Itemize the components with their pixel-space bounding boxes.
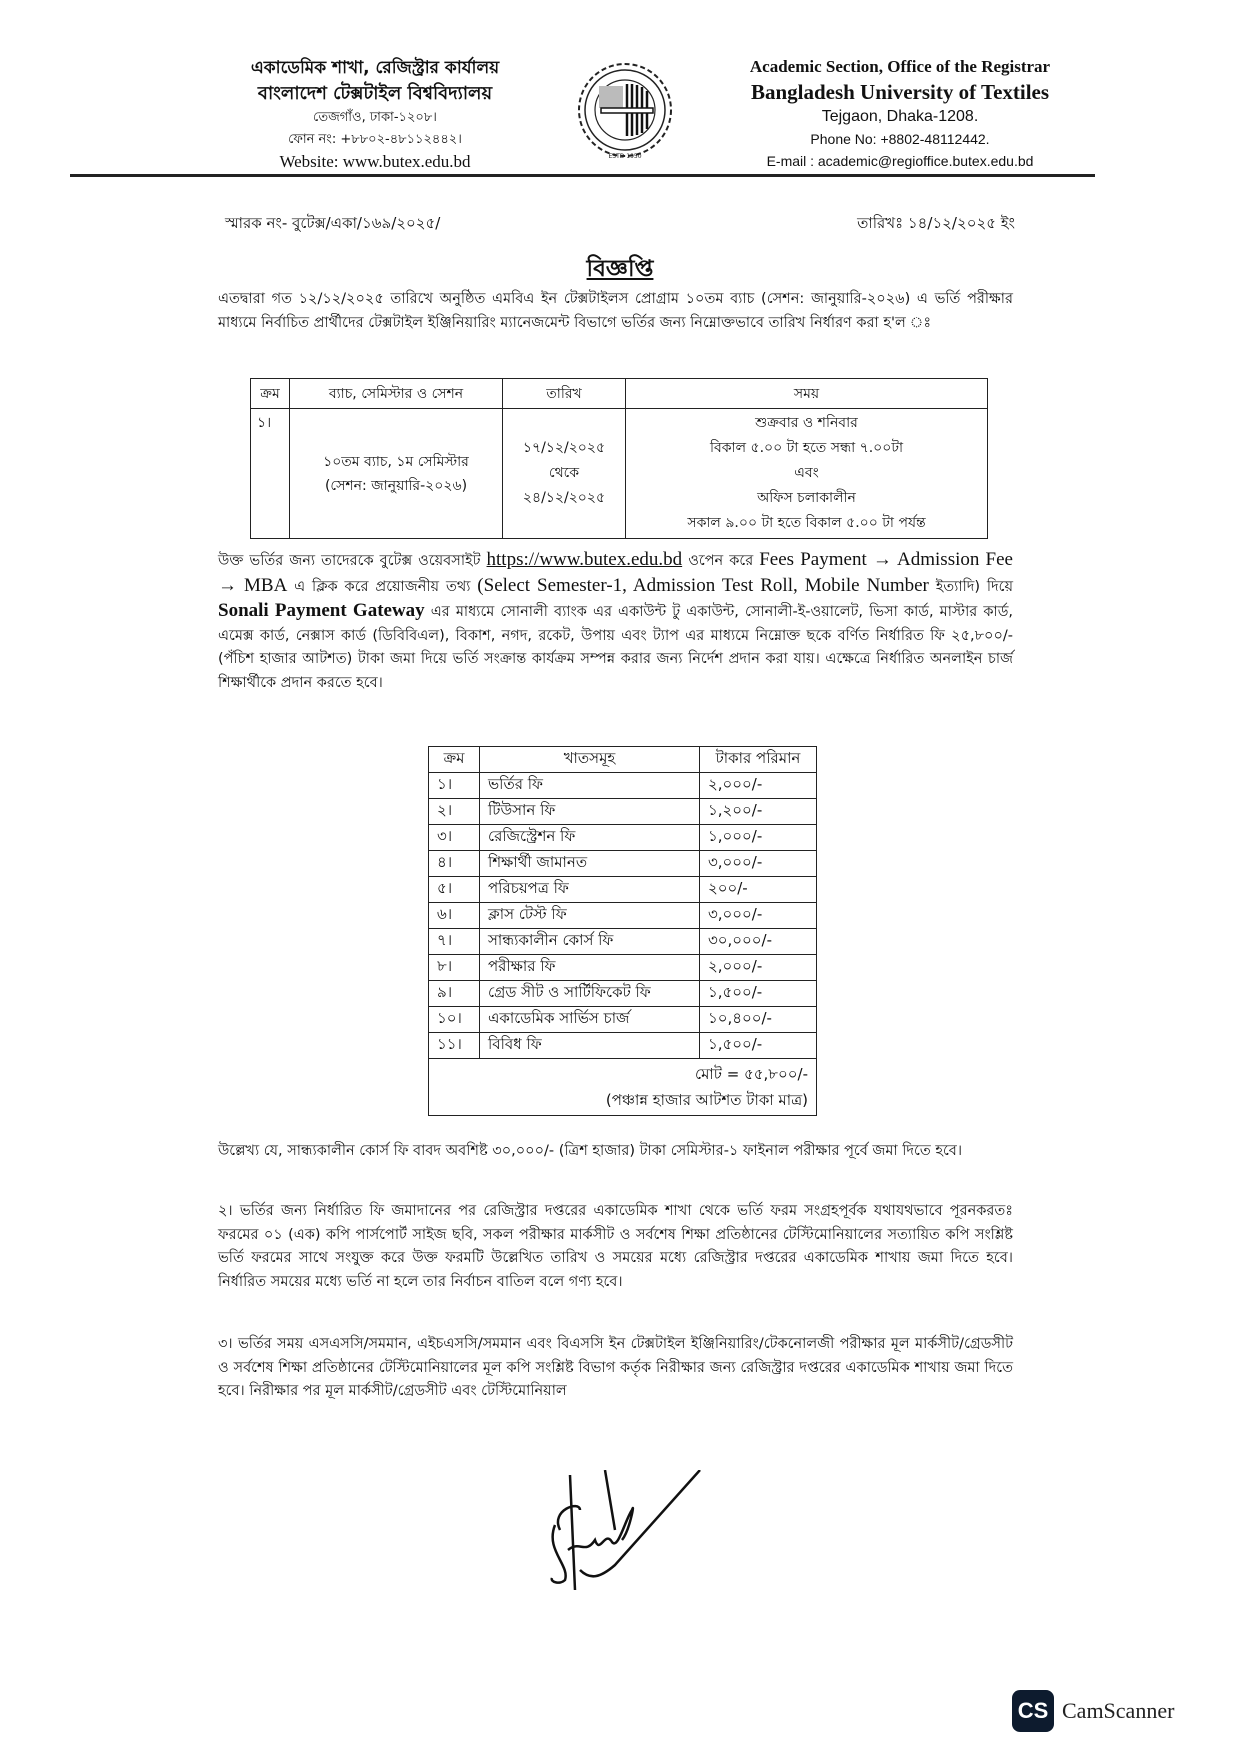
table-row [429, 825, 817, 851]
fee-item: ভর্তির ফি [480, 773, 700, 799]
header-en-line4: Phone No: +8802-48112442. [810, 131, 990, 147]
fee-sl: ১। [429, 773, 480, 799]
schedule-time-line: শুক্রবার ও শনিবার [755, 415, 858, 431]
schedule-date-mid: থেকে [548, 465, 580, 481]
fee-amount: ৩,০০০/- [700, 851, 817, 877]
table-row [429, 929, 817, 955]
table-row [429, 1007, 817, 1033]
header-bn-website: Website: www.butex.edu.bd [279, 152, 471, 171]
table-row [429, 981, 817, 1007]
fee-amount: ১,৫০০/- [700, 1033, 817, 1059]
schedule-header-serial: ক্রম [251, 379, 290, 409]
payment-text: এর মাধ্যমে সোনালী ব্যাংক এর একাউন্ট টু একাউন্ট, সোনালী-ই-ওয়ালেট, ভিসা কার্ড, মাস্টার কার্ড, এমেক্স কার্ড, নেক্সাস কার্ড (ডিবিবিএল), বিকাশ, নগদ, রকেট, উপায় এবং ট্যাপ এর মাধ্যমে নিম্নোক্ত ছকে বর্ণিত নির্ধারিত ফি ২৫,৮০০/- (পঁচিশ হাজার আটশত) টাকা জমা দিয়ে ভর্তি সংক্রান্ত কার্যক্রম সম্পন্ন করার জন্য নির্দেশ প্রদান করা যায়। এক্ষেত্রে নির্ধারিত অনলাইন চার্জ শিক্ষার্থীকে প্রদান করতে হবে। [218, 604, 1013, 691]
header-bn-line2: বাংলাদেশ টেক্সটাইল বিশ্ববিদ্যালয় [257, 83, 493, 104]
schedule-header-batch: ব্যাচ, সেমিস্টার ও সেশন [290, 379, 503, 409]
fee-amount: ১,৫০০/- [700, 981, 817, 1007]
header-divider [70, 174, 1095, 177]
fee-item: গ্রেড সীট ও সার্টিফিকেট ফি [480, 981, 700, 1007]
camscanner-logo-icon: CS [1012, 1690, 1054, 1732]
table-row [429, 955, 817, 981]
payment-text: এ ক্লিক করে প্রয়োজনীয় তথ্য [287, 578, 478, 595]
fee-sl: ৫। [429, 877, 480, 903]
fee-sl: ৬। [429, 903, 480, 929]
fee-item: ক্লাস টেস্ট ফি [480, 903, 700, 929]
schedule-time-line: বিকাল ৫.০০ টা হতে সন্ধা ৭.০০টা [709, 440, 904, 456]
fee-amount: ১০,৪০০/- [700, 1007, 817, 1033]
fee-item: টিউসান ফি [480, 799, 700, 825]
header-en-line1: Academic Section, Office of the Registrar [749, 57, 1051, 76]
fee-item: পরিচয়পত্র ফি [480, 877, 700, 903]
payment-fields: (Select Semester-1, Admission Test Roll, Mobile Number [477, 574, 929, 596]
svg-text:ESTD 1950: ESTD 1950 [608, 153, 642, 160]
fee-amount: ১,০০০/- [700, 825, 817, 851]
table-row [429, 851, 817, 877]
handwritten-signature-icon [540, 1470, 770, 1620]
schedule-header-row [251, 379, 988, 409]
header-en-email: E-mail : academic@regioffice.butex.edu.bd [766, 153, 1034, 169]
schedule-table [250, 378, 988, 539]
header-bengali [230, 55, 520, 173]
fee-item: বিবিধ ফি [480, 1033, 700, 1059]
payment-text: ইত্যাদি) দিয়ে [928, 578, 1014, 595]
header-english [700, 55, 1100, 172]
fee-sl: ৯। [429, 981, 480, 1007]
fee-amount: ৩০,০০০/- [700, 929, 817, 955]
payment-path: Fees Payment → Admission Fee → MBA [218, 549, 1013, 596]
fee-item: শিক্ষার্থী জামানত [480, 851, 700, 877]
schedule-date [503, 409, 626, 539]
schedule-date-to: ২৪/১২/২০২৫ [522, 490, 606, 506]
header-en-line3: Tejgaon, Dhaka-1208. [821, 108, 979, 125]
schedule-date-from: ১৭/১২/২০২৫ [522, 440, 606, 456]
fee-sl: ১০। [429, 1007, 480, 1033]
payment-gateway: Sonali Payment Gateway [218, 600, 425, 621]
intro-paragraph: এতদ্বারা গত ১২/১২/২০২৫ তারিখে অনুষ্ঠিত এমবিএ ইন টেক্সটাইলস প্রোগ্রাম ১০তম ব্যাচ (সেশন: জানুয়ারি-২০২৬) এ ভর্তি পরীক্ষার মাধ্যমে নির্বাচিত প্রার্থীদের টেক্সটাইল ইঞ্জিনিয়ারিং ম্যানেজমেন্ট বিভাগে ভর্তির জন্য নিম্নোক্তভাবে তারিখ নির্ধারণ করা হ'ল ঃ [218, 291, 1013, 331]
payment-text: উক্ত ভর্তির জন্য তাদেরকে বুটেক্স ওয়েবসাইট [218, 553, 487, 569]
schedule-time-line: এবং [794, 465, 819, 481]
fee-sl: ৩। [429, 825, 480, 851]
fee-header-serial: ক্রম [429, 747, 480, 773]
table-row [429, 773, 817, 799]
fee-total-row [429, 1059, 817, 1116]
table-row [251, 409, 988, 539]
table-row [429, 799, 817, 825]
table-row [429, 1033, 817, 1059]
fee-total-words: (পঞ্চান্ন হাজার আটশত টাকা মাত্র) [605, 1091, 808, 1109]
camscanner-text: CamScanner [1062, 1698, 1175, 1723]
fee-sl: ৮। [429, 955, 480, 981]
schedule-time-line: সকাল ৯.০০ টা হতে বিকাল ৫.০০ টা পর্যন্ত [687, 515, 926, 531]
fee-sl: ৪। [429, 851, 480, 877]
fee-header-amount: টাকার পরিমান [700, 747, 817, 773]
memo-number: স্মারক নং- বুটেক্স/একা/১৬৯/২০২৫/ [225, 214, 441, 232]
table-row [429, 877, 817, 903]
header-bn-line3: তেজগাঁও, ঢাকা-১২০৮। [313, 110, 437, 125]
fee-table [428, 746, 817, 1116]
header-bn-line4: ফোন নং: +৮৮০২-৪৮১১২৪৪২। [288, 132, 462, 147]
fee-amount: ২,০০০/- [700, 955, 817, 981]
fee-total-amount: মোট = ৫৫,৮০০/- [695, 1065, 808, 1083]
payment-text: ওপেন করে [682, 553, 760, 569]
schedule-batch [290, 409, 503, 539]
schedule-serial: ১। [251, 409, 290, 539]
fee-amount: ১,২০০/- [700, 799, 817, 825]
fee-amount: ৩,০০০/- [700, 903, 817, 929]
fee-amount: ২০০/- [700, 877, 817, 903]
university-seal-icon [575, 58, 675, 166]
fee-item: একাডেমিক সার্ভিস চার্জ [480, 1007, 700, 1033]
schedule-time-line: অফিস চলাকালীন [757, 490, 856, 506]
table-row [429, 903, 817, 929]
fee-amount: ২,০০০/- [700, 773, 817, 799]
fee-total [429, 1059, 817, 1116]
point-2-paragraph: ২। ভর্তির জন্য নির্ধারিত ফি জমাদানের পর রেজিস্ট্রার দপ্তরের একাডেমিক শাখা থেকে ভর্তি ফরম সংগ্রহপূর্বক যথাযথভাবে পূরনকরতঃ ফরমের ০১ (এক) কপি পার্সপোর্ট সাইজ ছবি, সকল পরীক্ষার মার্কসীট ও সর্বশেষ শিক্ষা প্রতিষ্ঠানের টেস্টিমোনিয়ালের সত্যায়িত কপি সংশ্লিষ্ট ভর্তি ফরমের সাথে সংযুক্ত করে উক্ত ফরমটি উল্লেখিত তারিখ ও সময়ের মধ্যে রেজিস্ট্রার দপ্তরের একাডেমিক শাখায় জমা দিতে হবে। নির্ধারিত সময়ের মধ্যে ভর্তি না হলে তার নির্বাচন বাতিল বলে গণ্য হবে। [218, 1203, 1013, 1290]
header-en-line2: Bangladesh University of Textiles [750, 80, 1050, 104]
schedule-header-time: সময় [626, 379, 988, 409]
fee-sl: ২। [429, 799, 480, 825]
schedule-batch-line1: ১০তম ব্যাচ, ১ম সেমিস্টার [323, 453, 469, 470]
fee-item: রেজিস্ট্রেশন ফি [480, 825, 700, 851]
note-paragraph: উল্লেখ্য যে, সান্ধ্যকালীন কোর্স ফি বাবদ অবশিষ্ট ৩০,০০০/- (ত্রিশ হাজার) টাকা সেমিস্টার-১ ফাইনাল পরীক্ষার পূর্বে জমা দিতে হবে। [218, 1143, 963, 1159]
schedule-time [626, 409, 988, 539]
fee-header-item: খাতসমূহ [480, 747, 700, 773]
fee-header-row [429, 747, 817, 773]
fee-sl: ১১। [429, 1033, 480, 1059]
header-bn-line1: একাডেমিক শাখা, রেজিস্ট্রার কার্যালয় [250, 58, 500, 78]
schedule-header-date: তারিখ [503, 379, 626, 409]
fee-item: পরীক্ষার ফি [480, 955, 700, 981]
fee-item: সান্ধ্যকালীন কোর্স ফি [480, 929, 700, 955]
point-3-paragraph: ৩। ভর্তির সময় এসএসসি/সমমান, এইচএসসি/সমমান এবং বিএসসি ইন টেক্সটাইল ইঞ্জিনিয়ারিং/টেকনোলজী পরীক্ষার মূল মার্কসীট/গ্রেডসীট ও সর্বশেষ শিক্ষা প্রতিষ্ঠানের টেস্টিমোনিয়ালের মূল কপি সংশ্লিষ্ট বিভাগ কর্তৃক নিরীক্ষার জন্য রেজিস্ট্রার দপ্তরের একাডেমিক শাখায় জমা দিতে হবে। নিরীক্ষার পর মূল মার্কসীট/গ্রেডসীট এবং টেস্টিমোনিয়াল [218, 1336, 1013, 1399]
fee-sl: ৭। [429, 929, 480, 955]
schedule-batch-line2: (সেশন: জানুয়ারি-২০২৬) [324, 477, 468, 494]
notice-title: বিজ্ঞপ্তি [586, 256, 654, 282]
payment-paragraph [218, 548, 1013, 695]
camscanner-watermark [1012, 1690, 1174, 1732]
notice-date: তারিখঃ ১৪/১২/২০২৫ ইং [857, 214, 1015, 232]
website-link[interactable]: https://www.butex.edu.bd [486, 549, 683, 570]
